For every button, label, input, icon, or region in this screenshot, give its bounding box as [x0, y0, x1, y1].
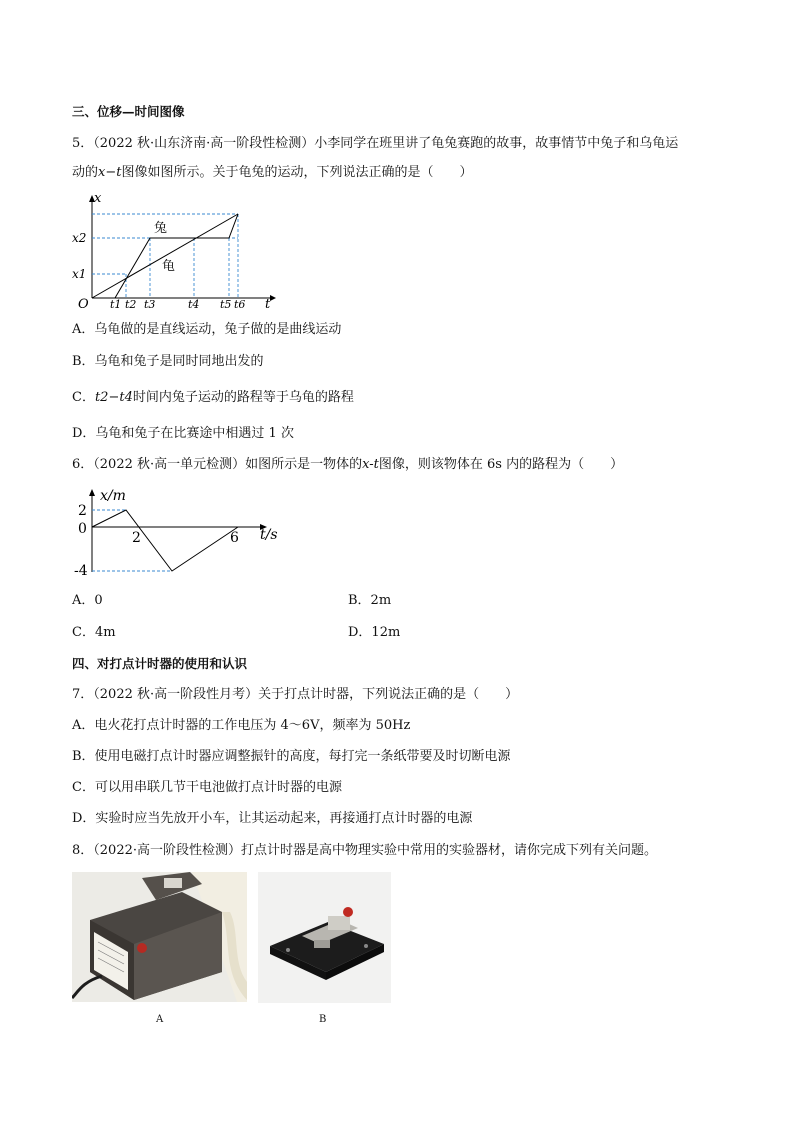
q5-stem-prefix: 动的	[72, 165, 99, 180]
q6-label-x: x/m	[100, 488, 126, 504]
section-3-title: 三、位移—时间图像	[72, 104, 185, 119]
q5-rabbit-line	[115, 214, 238, 298]
q7-option-c: C．可以用串联几节干电池做打点计时器的电源	[72, 780, 342, 795]
q6-stem	[72, 456, 623, 474]
q5-label-x2: x2	[72, 231, 87, 245]
q6-option-c: C．4m	[72, 625, 116, 640]
q7-stem: 7．（2022 秋·高一阶段性月考）关于打点计时器，下列说法正确的是（ ）	[72, 687, 519, 702]
q6-label-t6: 6	[230, 530, 239, 546]
q6-label-t: t/s	[260, 527, 278, 543]
q5-option-d: D．乌龟和兔子在比赛途中相遇过 1 次	[72, 426, 294, 441]
q5-label-x: x	[94, 191, 102, 206]
caption-a: A	[156, 1014, 164, 1025]
q7-option-d: D．实验时应当先放开小车，让其运动起来，再接通打点计时器的电源	[72, 811, 473, 826]
q5-t-axis-arrow	[270, 295, 276, 301]
q6-label-t2: 2	[132, 530, 141, 546]
q5-label-turtle: 龟	[162, 259, 176, 274]
q5-label-t2: t2	[125, 298, 137, 311]
q6-x-axis-arrow	[89, 489, 95, 496]
caption-b: B	[319, 1014, 327, 1025]
q6-motion-line	[92, 510, 238, 571]
q5-label-t1: t1	[110, 298, 122, 311]
q6-label-y-4: -4	[74, 563, 88, 579]
section-4-title: 四、对打点计时器的使用和认识	[72, 656, 248, 671]
q5-stem-line1: 5．（2022 秋·山东济南·高一阶段性检测）小李同学在班里讲了龟兔赛跑的故事，故事情节中兔子和乌龟运	[72, 136, 679, 151]
q5-option-c-var: t2−t4	[94, 390, 133, 405]
q6-label-y0: 0	[78, 521, 87, 537]
q5-label-t5: t5	[220, 298, 232, 311]
q6-xt-graph	[72, 484, 287, 582]
q6-option-d: D．12m	[348, 625, 401, 640]
q5-label-t: t	[265, 297, 271, 312]
q6-label-y2: 2	[78, 503, 87, 519]
q5-label-t6: t6	[234, 298, 246, 311]
q5-option-c	[72, 389, 354, 407]
q5-label-t3: t3	[144, 298, 156, 311]
q5-option-b: B．乌龟和兔子是同时同地出发的	[72, 354, 264, 369]
q6-stem-var: x-t	[362, 457, 379, 472]
q5-label-rabbit: 兔	[154, 221, 168, 236]
q5-option-c-prefix: C．	[72, 390, 95, 405]
timer-photo-a	[72, 872, 247, 1002]
q5-label-origin: O	[78, 297, 89, 312]
q6-option-a: A．0	[72, 593, 103, 608]
q5-label-t4: t4	[188, 298, 200, 311]
q6-stem-suffix: 图像，则该物体在 6s 内的路程为（ ）	[378, 457, 624, 472]
q5-xt-graph	[70, 190, 280, 312]
q7-option-a: A．电火花打点计时器的工作电压为 4～6V，频率为 50Hz	[72, 718, 411, 733]
q5-label-x1: x1	[72, 267, 87, 281]
q5-stem-line2	[72, 164, 472, 182]
q8-stem: 8．（2022·高一阶段性检测）打点计时器是高中物理实验中常用的实验器材，请你完成下列有关问题。	[72, 843, 657, 858]
q5-option-a: A．乌龟做的是直线运动，兔子做的是曲线运动	[72, 322, 342, 337]
q6-option-b: B．2m	[348, 593, 392, 608]
q5-option-c-suffix: 时间内兔子运动的路程等于乌龟的路程	[132, 390, 354, 405]
timer-photo-b	[258, 872, 391, 1003]
q6-stem-prefix: 6．（2022 秋·高一单元检测）如图所示是一物体的	[72, 457, 363, 472]
q5-stem-var: x−t	[98, 165, 122, 180]
q7-option-b: B．使用电磁打点计时器应调整振针的高度，每打完一条纸带要及时切断电源	[72, 749, 511, 764]
q5-stem-suffix: 图像如图所示。关于龟兔的运动，下列说法正确的是（ ）	[121, 165, 473, 180]
